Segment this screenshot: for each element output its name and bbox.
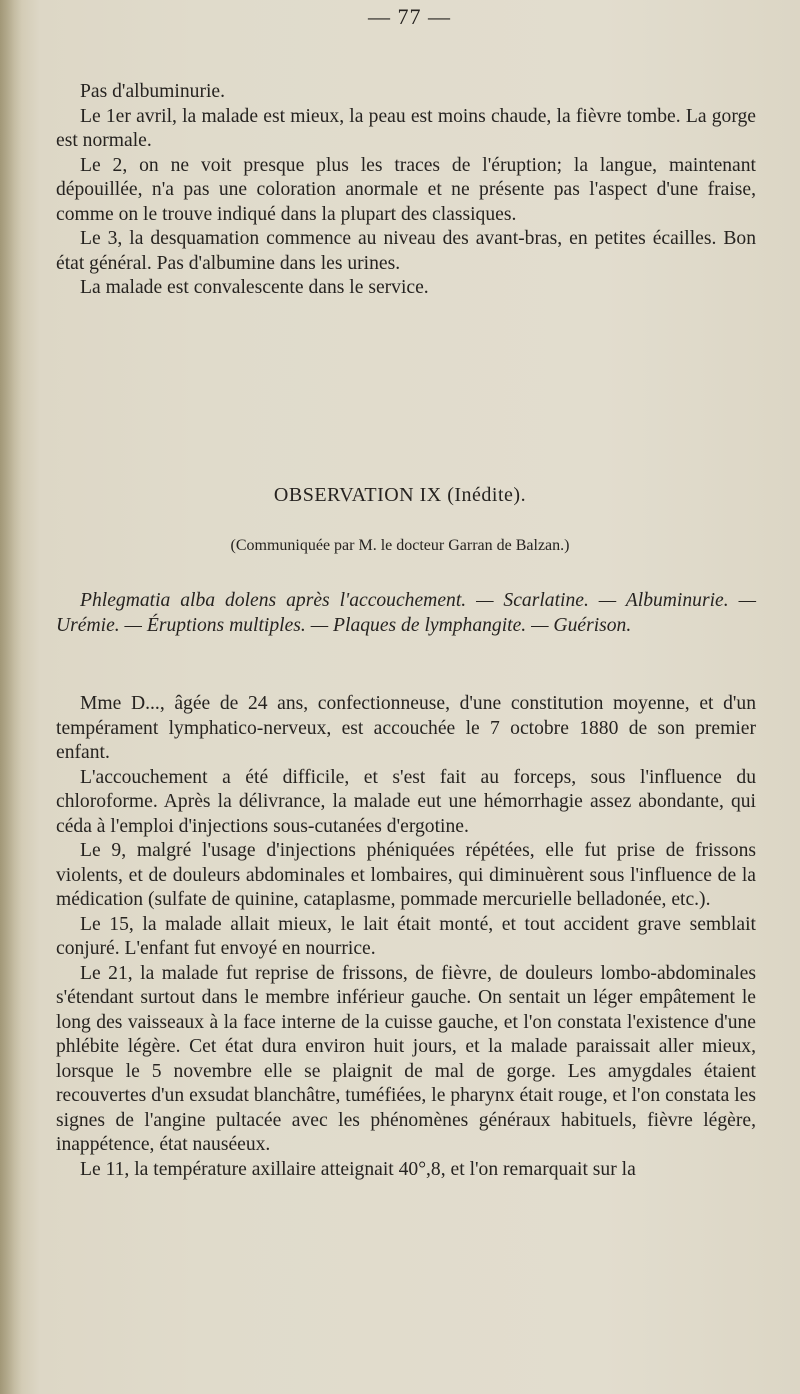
- body-paragraph: Mme D..., âgée de 24 ans, confectionneuse, d'une constitution moyenne, et d'un tempérament lymphatico-nerveux, est accouchée le 7 octobre 1880 de son premier enfant.: [56, 693, 756, 763]
- intro-paragraph: Le 2, on ne voit presque plus les traces de l'éruption; la langue, maintenant dépouillée, n'a pas une coloration anormale et ne présente pas l'aspect d'une fraise, comme on le trouve indiqué dans la plupart des classiques.: [56, 154, 756, 225]
- intro-paragraph: Le 1er avril, la malade est mieux, la peau est moins chaude, la fièvre tombe. La gorge est normale.: [56, 105, 756, 151]
- observation-subtitle: (Communiquée par M. le docteur Garran de Balzan.): [230, 537, 570, 554]
- body-paragraph: Le 15, la malade allait mieux, le lait était monté, et tout accident grave semblait conjuré. L'enfant fut envoyé en nourrice.: [56, 913, 756, 959]
- page-number: — 77 —: [368, 4, 451, 29]
- intro-paragraph: Le 3, la desquamation commence au niveau des avant-bras, en petites écailles. Bon état général. Pas d'albumine dans les urines.: [56, 228, 756, 274]
- body-paragraph: Le 21, la malade fut reprise de frissons, de fièvre, de douleurs lombo-abdominales s'étendant surtout dans le membre inférieur gauche. On sentait un léger empâtement le long des vaisseaux à la face interne de la cuisse gauche, et l'on constata l'existence d'une phlébite légère. Cet état dura environ huit jours, et la malade paraissait aller mieux, lorsque le 5 novembre elle se plaignit de mal de gorge. Les amygdales étaient recouvertes d'un exsudat blanchâtre, tuméfiées, le pharynx était rouge, et l'on constata les signes de l'angine pultacée avec les phénomènes généraux habituels, fièvre légère, inappétence, état nauséeux.: [56, 962, 756, 1155]
- observation-title: OBSERVATION IX (Inédite).: [273, 484, 527, 506]
- observation-body: [56, 692, 756, 1182]
- intro-paragraph: La malade est convalescente dans le service.: [80, 277, 429, 298]
- binding-shadow: [0, 0, 22, 1394]
- intro-paragraph: Pas d'albuminurie.: [80, 81, 226, 102]
- intro-section: [56, 80, 756, 301]
- body-paragraph: Le 9, malgré l'usage d'injections phéniquées répétées, elle fut prise de frissons violents, et de douleurs abdominales et lombaires, qui diminuèrent sous l'influence de la médication (sulfate de quinine, cataplasme, pommade mercurielle belladonée, etc.).: [56, 840, 756, 910]
- body-paragraph: L'accouchement a été difficile, et s'est fait au forceps, sous l'influence du chloroforme. Après la délivrance, la malade eut une hémorrhagie assez abondante, qui céda à l'emploi d'injections sous-cutanées d'ergotine.: [56, 766, 756, 837]
- observation-summary: Phlegmatia alba dolens après l'accouchement. — Scarlatine. — Albuminurie. — Urémie. — Éruptions multiples. — Plaques de lymphangite. — Guérison.: [56, 590, 756, 636]
- body-paragraph: Le 11, la température axillaire atteignait 40°,8, et l'on remarquait sur la: [80, 1158, 636, 1180]
